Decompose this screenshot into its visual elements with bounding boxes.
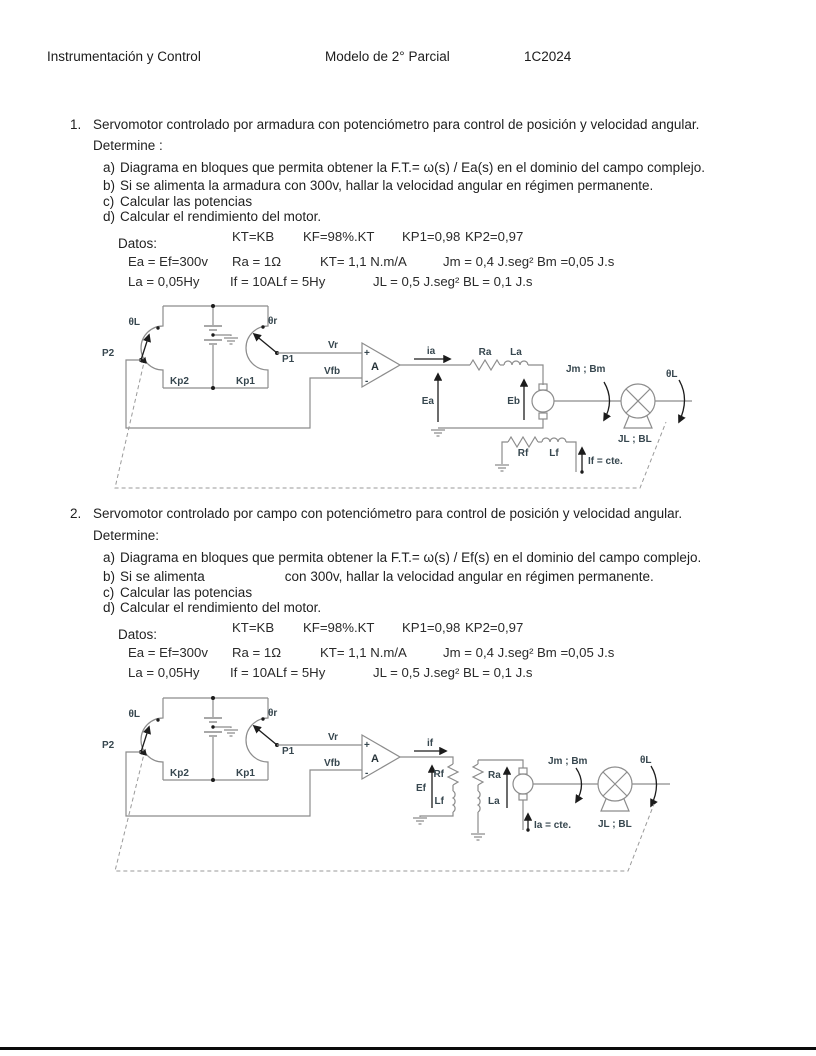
armature-circuit — [400, 346, 554, 436]
item-text: con 300v, hallar la velocidad angular en régimen permanente. — [284, 569, 654, 584]
datos-cell: Jm = 0,4 J.seg² — [443, 254, 534, 269]
datos-cell: KP1=0,98 — [402, 620, 461, 635]
datos-cell: KT=KB — [232, 620, 275, 635]
theta-l-label: θL — [128, 317, 140, 328]
datos-cell: KF=98%.KT — [303, 229, 375, 244]
datos-cell: If = 10ALf = 5Hy — [230, 665, 326, 680]
page-bottom-rule — [0, 1047, 816, 1050]
kp1-label: Kp1 — [236, 376, 255, 387]
vr-label: Vr — [328, 732, 339, 743]
potentiometer-bridge — [102, 304, 295, 390]
resistor-ra — [470, 360, 500, 370]
resistor-rf — [448, 764, 458, 785]
problem2-title: Servomotor controlado por campo con potenciómetro para control de posición y velocidad angular. — [93, 506, 683, 521]
datos-cell: KT= 1,1 N.m/A — [320, 645, 407, 660]
rf-label: Rf — [517, 448, 529, 459]
datos-row — [0, 274, 816, 290]
datos-cell: Bm =0,05 J.s — [537, 645, 615, 660]
p1-label: P1 — [282, 354, 295, 365]
ground-icon — [431, 430, 445, 436]
theta-l-label: θL — [128, 709, 140, 720]
inertia-load — [621, 384, 655, 428]
shaft-and-load — [554, 364, 692, 445]
feedback-dashed-link — [115, 750, 654, 871]
item-text: Diagrama en bloques que permita obtener la F.T.= ω(s) / Ea(s) en el dominio del campo complejo. — [120, 160, 705, 175]
inertia-load — [598, 767, 632, 811]
datos-cell: KF=98%.KT — [303, 620, 375, 635]
vr-label: Vr — [328, 340, 339, 351]
question-item — [103, 585, 253, 600]
theta-output-label: θL — [640, 755, 652, 766]
kp2-label: Kp2 — [170, 768, 189, 779]
item-text: Diagrama en bloques que permita obtener la F.T.= ω(s) / Ef(s) en el dominio del campo complejo. — [120, 550, 702, 565]
motor — [513, 768, 533, 800]
shaft-and-load — [533, 755, 670, 830]
datos-cell: KP2=0,97 — [465, 229, 524, 244]
item-letter: b) — [103, 178, 116, 193]
item-letter: c) — [103, 585, 115, 600]
datos-cell: JL = 0,5 J.seg² — [373, 274, 460, 289]
datos-cell: Ea = Ef=300v — [128, 254, 208, 269]
datos-cell: Ra = 1Ω — [232, 254, 282, 269]
ra-label: Ra — [488, 770, 501, 781]
ea-label: Ea — [421, 396, 434, 407]
inductor-lf — [453, 791, 455, 812]
datos-cell: Bm =0,05 J.s — [537, 254, 615, 269]
datos-row — [0, 229, 816, 245]
theta-r-label: θr — [268, 316, 278, 327]
la-label: La — [488, 796, 500, 807]
la-label: La — [510, 347, 522, 358]
datos-row — [0, 254, 816, 270]
theta-output-label: θL — [666, 369, 678, 380]
jm-bm-label: Jm ; Bm — [548, 756, 588, 767]
theta-output-rotation-arrow — [651, 766, 657, 806]
amp-minus-sign: - — [365, 768, 369, 779]
kp2-label: Kp2 — [170, 376, 189, 387]
datos-cell: La = 0,05Hy — [128, 274, 200, 289]
battery — [204, 304, 238, 390]
item-text: Calcular el rendimiento del motor. — [120, 600, 322, 615]
datos-cell: BL = 0,1 J.s — [463, 274, 533, 289]
item-letter: d) — [103, 600, 116, 615]
resistor-ra — [473, 764, 483, 785]
datos-cell: KP1=0,98 — [402, 229, 461, 244]
rf-label: Rf — [433, 769, 444, 780]
datos-cell: Ea = Ef=300v — [128, 645, 208, 660]
ground-icon — [495, 465, 509, 471]
field-winding — [495, 437, 623, 474]
amp-plus-sign: + — [364, 740, 370, 751]
inductor-lf — [542, 438, 566, 442]
lf-label: Lf — [549, 448, 559, 459]
item-letter: a) — [103, 550, 116, 565]
battery — [204, 696, 238, 782]
item-text: Calcular las potencias — [120, 585, 253, 600]
p2-label: P2 — [102, 740, 115, 751]
datos-row — [0, 645, 816, 661]
ia-cte-label: Ia = cte. — [534, 820, 571, 831]
item-letter: a) — [103, 160, 116, 175]
ground-icon — [224, 730, 238, 736]
amp-minus-sign: - — [365, 376, 369, 387]
datos-cell: KT=KB — [232, 229, 275, 244]
problem1-number: 1. — [70, 117, 82, 132]
ia-label: ia — [426, 346, 436, 357]
question-item — [103, 600, 322, 615]
datos-row — [0, 665, 816, 681]
datos-cell: Jm = 0,4 J.seg² — [443, 645, 534, 660]
amplifier — [126, 340, 400, 428]
question-item — [103, 550, 702, 565]
datos-label: Datos: — [118, 627, 158, 642]
ground-icon — [224, 338, 238, 344]
p1-label: P1 — [282, 746, 295, 757]
datos-cell: La = 0,05Hy — [128, 665, 200, 680]
theta-r-label: θr — [268, 708, 278, 719]
ra-label: Ra — [478, 347, 492, 358]
circuit-diagram-field-control — [100, 688, 700, 883]
datos-cell: If = 10ALf = 5Hy — [230, 274, 326, 289]
ef-label: Ef — [416, 783, 426, 794]
if-cte-label: If = cte. — [588, 456, 623, 467]
potentiometer-p2 — [102, 317, 189, 387]
item-letter: b) — [103, 569, 116, 584]
resistor-rf — [508, 437, 538, 447]
eb-label: Eb — [507, 396, 520, 407]
item-text: Calcular las potencias — [120, 194, 253, 209]
inductor-la — [504, 361, 528, 365]
datos-cell: JL = 0,5 J.seg² — [373, 665, 460, 680]
jm-bm-label: Jm ; Bm — [566, 364, 606, 375]
armature-branch — [471, 760, 571, 840]
potentiometer-bridge — [102, 696, 295, 782]
vfb-label: Vfb — [324, 366, 341, 377]
jl-bl-label: JL ; BL — [618, 434, 652, 445]
header-course: Instrumentación y Control — [47, 49, 201, 64]
problem2-number: 2. — [70, 506, 82, 521]
datos-cell: KT= 1,1 N.m/A — [320, 254, 407, 269]
feedback-dashed-link — [115, 358, 666, 488]
amp-gain-label: A — [371, 361, 379, 373]
header-term: 1C2024 — [524, 49, 572, 64]
datos-cell: KP2=0,97 — [465, 620, 524, 635]
amp-gain-label: A — [371, 753, 379, 765]
kp1-label: Kp1 — [236, 768, 255, 779]
question-item — [103, 194, 253, 209]
ground-icon — [413, 818, 427, 824]
question-item — [103, 569, 654, 584]
question-item — [103, 209, 322, 224]
item-text: Si se alimenta la armadura con 300v, hallar la velocidad angular en régimen permanente. — [120, 178, 654, 193]
jm-bm-rotation-arrow — [576, 768, 582, 802]
p2-label: P2 — [102, 348, 115, 359]
motor — [532, 384, 554, 419]
datos-row — [0, 620, 816, 636]
problem1-determine-label: Determine : — [93, 138, 163, 153]
item-letter: c) — [103, 194, 115, 209]
vfb-label: Vfb — [324, 758, 341, 769]
datos-label: Datos: — [118, 236, 158, 251]
item-text: Si se alimenta — [120, 569, 205, 584]
lf-label: Lf — [434, 796, 444, 807]
datos-cell: Ra = 1Ω — [232, 645, 282, 660]
inductor-la — [478, 791, 480, 812]
problem2-determine-label: Determine: — [93, 528, 160, 543]
field-circuit — [400, 738, 458, 824]
question-item — [103, 178, 654, 193]
circuit-diagram-armature-control — [100, 296, 700, 496]
item-text: Calcular el rendimiento del motor. — [120, 209, 322, 224]
problem1-title: Servomotor controlado por armadura con potenciómetro para control de posición y velocidad angular. — [93, 117, 700, 132]
jl-bl-label: JL ; BL — [598, 819, 632, 830]
item-letter: d) — [103, 209, 116, 224]
potentiometer-p2 — [102, 709, 189, 779]
question-item — [103, 160, 705, 175]
amplifier — [126, 732, 400, 816]
datos-cell: BL = 0,1 J.s — [463, 665, 533, 680]
if-label: if — [426, 738, 434, 749]
header-exam-title: Modelo de 2° Parcial — [325, 49, 450, 64]
amp-plus-sign: + — [364, 348, 370, 359]
ground-icon — [471, 834, 485, 840]
